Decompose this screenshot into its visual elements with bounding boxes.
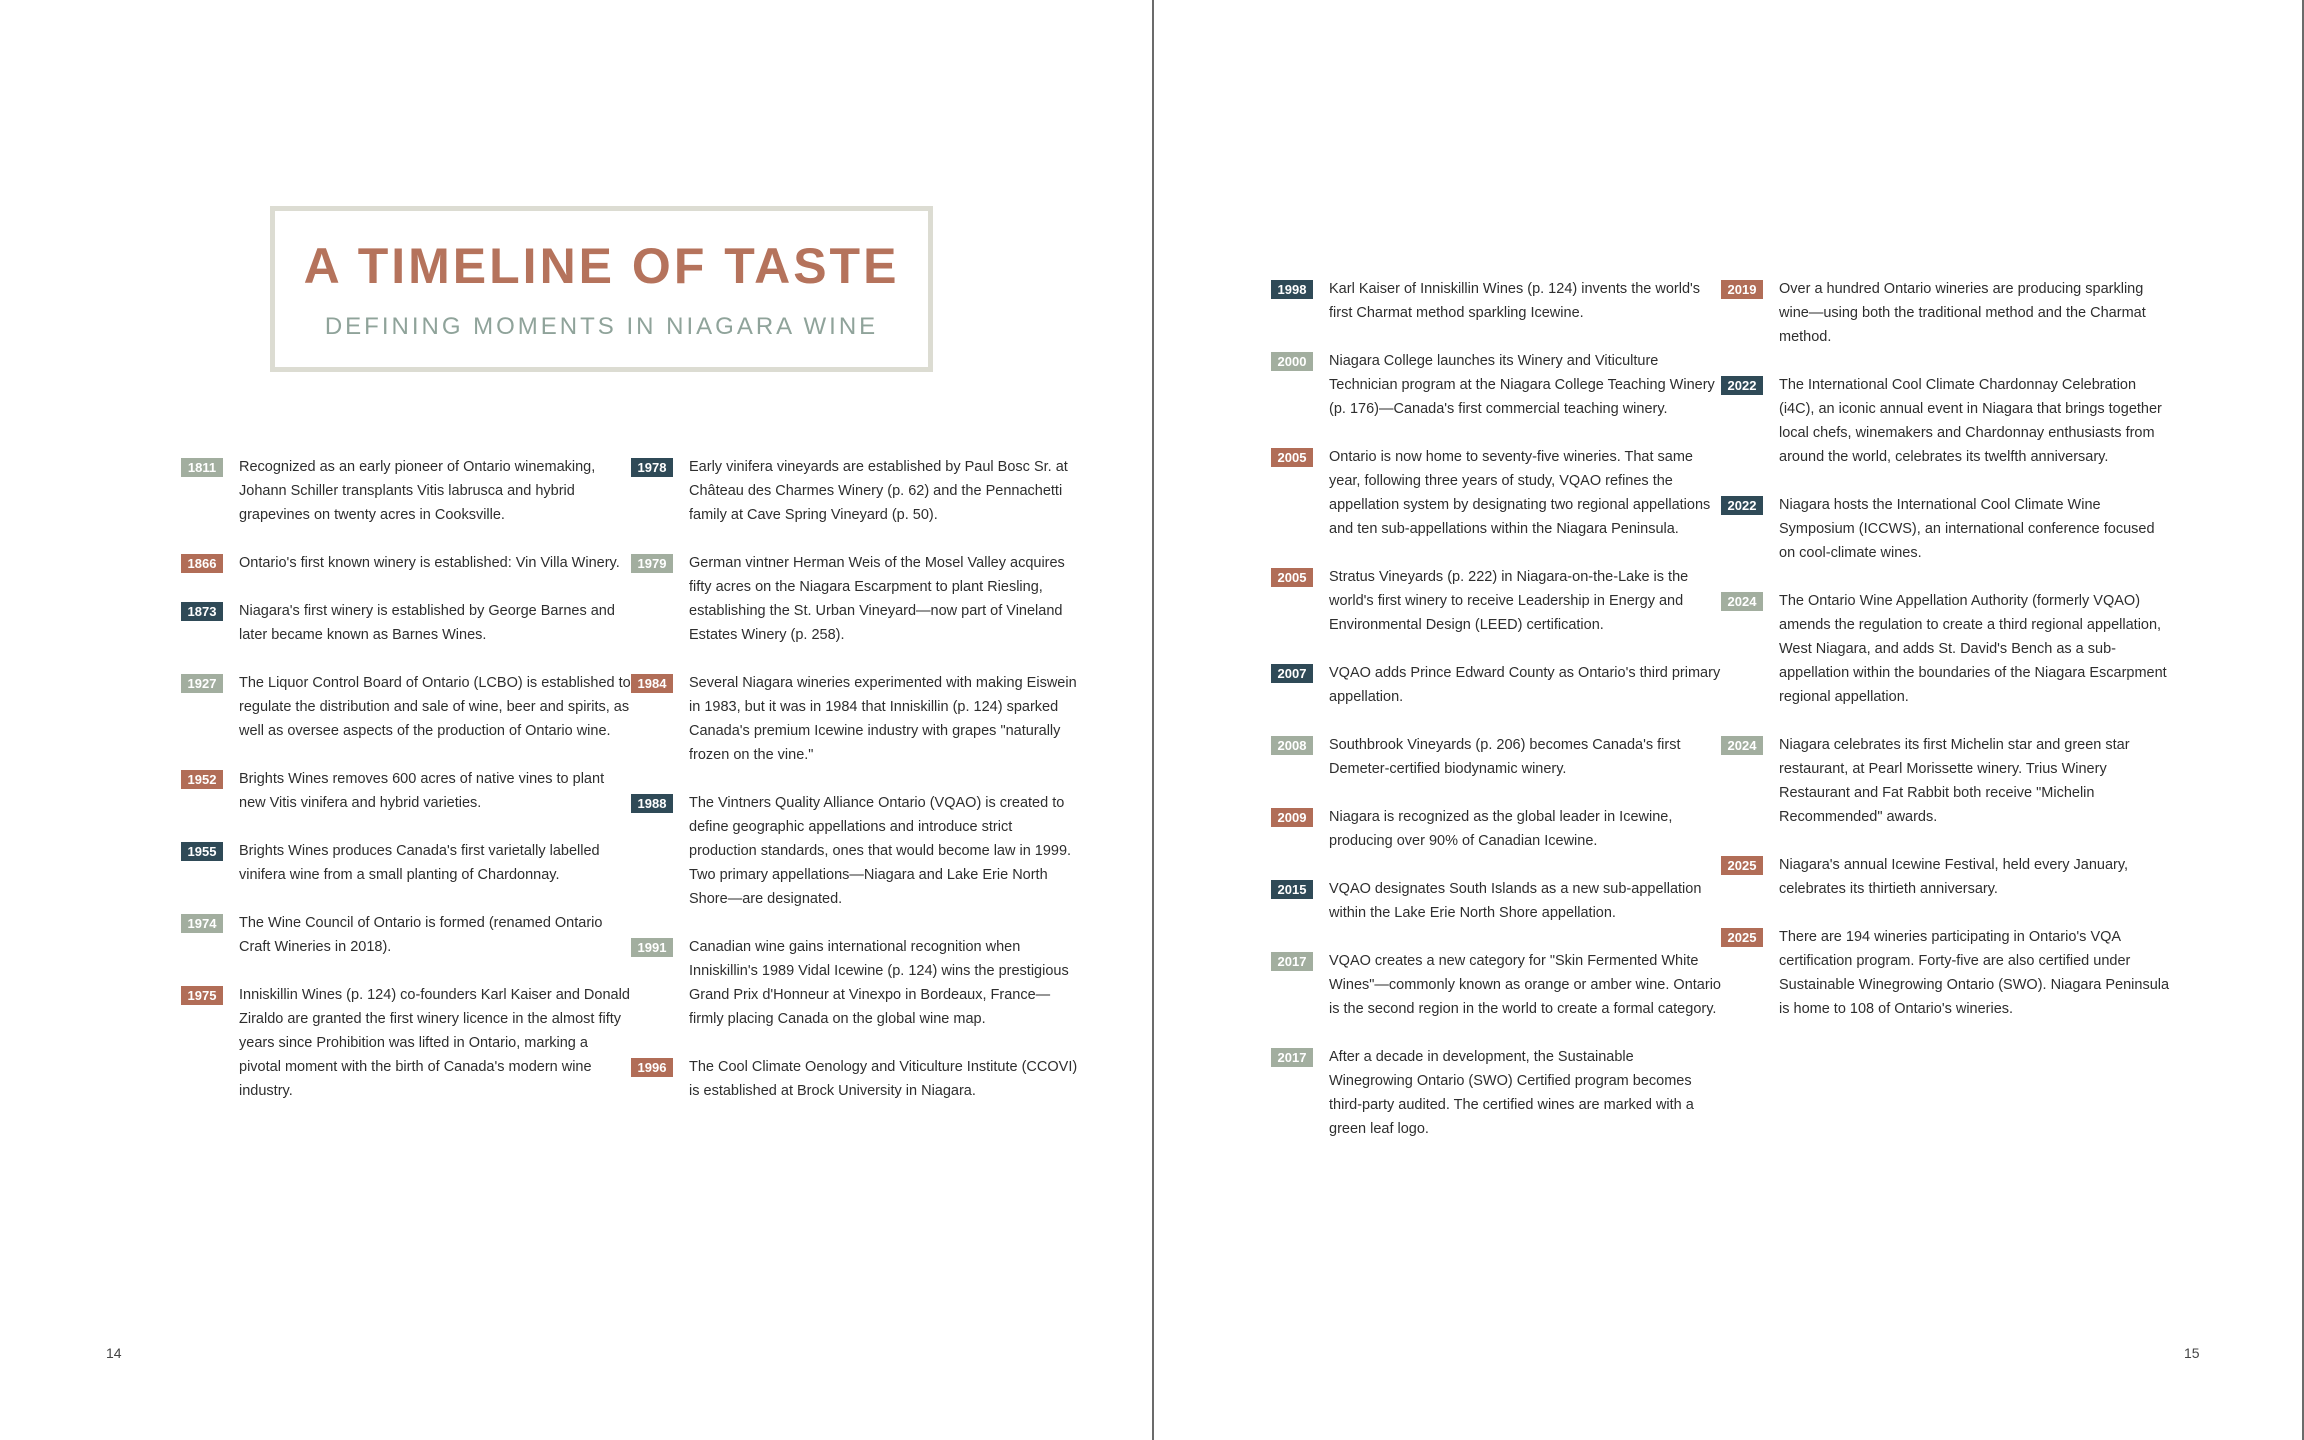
year-badge: 2000 — [1271, 352, 1313, 371]
timeline-entry — [1271, 949, 1721, 1021]
page-title: A TIMELINE OF TASTE — [303, 238, 900, 294]
year-badge: 2019 — [1721, 280, 1763, 299]
timeline-entry — [1721, 589, 2171, 709]
timeline-entry — [1271, 565, 1721, 637]
entry-text: Several Niagara wineries experimented with making Eiswein in 1983, but it was in 1984 that Inniskillin (p. 124) sparked Canada's premium Icewine industry with grapes "naturally frozen on the vine." — [689, 675, 1077, 763]
timeline-entry — [1721, 493, 2171, 565]
entry-text: There are 194 wineries participating in Ontario's VQA certification program. Forty-five are also certified under Sustainable Winegrowing Ontario (SWO). Niagara Peninsula is home to 108 of Ontario's wineries. — [1779, 929, 2170, 1017]
entry-text: Karl Kaiser of Inniskillin Wines (p. 124) invents the world's first Charmat method sparkling Icewine. — [1329, 281, 1701, 321]
timeline-entry — [1721, 277, 2171, 349]
entry-text: Inniskillin Wines (p. 124) co-founders Karl Kaiser and Donald Ziraldo are granted the first winery licence in the almost fifty years since Prohibition was lifted in Ontario, marking a pivotal moment with the birth of Canada's modern wine industry. — [239, 987, 630, 1099]
year-badge: 1974 — [181, 914, 223, 933]
timeline-entry — [1271, 445, 1721, 541]
timeline-entry — [181, 671, 631, 743]
entry-text: Brights Wines produces Canada's first varietally labelled vinifera wine from a small planting of Chardonnay. — [239, 843, 600, 883]
timeline-entry — [1721, 373, 2171, 469]
entry-text: Niagara College launches its Winery and Viticulture Technician program at the Niagara College Teaching Winery (p. 176)—Canada's first commercial teaching winery. — [1329, 353, 1715, 417]
timeline-entry — [1271, 1045, 1721, 1141]
year-badge: 1998 — [1271, 280, 1313, 299]
entry-text: Ontario is now home to seventy-five wineries. That same year, following three years of study, VQAO refines the appellation system by designating two regional appellations and ten sub-appellations within the Niagara Peninsula. — [1329, 449, 1711, 537]
timeline-entry — [1271, 877, 1721, 925]
year-badge: 2022 — [1721, 496, 1763, 515]
timeline-column-1 — [181, 455, 631, 1127]
timeline-entry — [181, 911, 631, 959]
entry-text: VQAO creates a new category for "Skin Fermented White Wines"—commonly known as orange or amber wine. Ontario is the second region in the world to create a formal category. — [1329, 953, 1721, 1017]
year-badge: 1996 — [631, 1058, 673, 1077]
entry-text: VQAO designates South Islands as a new sub-appellation within the Lake Erie North Shore appellation. — [1329, 881, 1702, 921]
year-badge: 1955 — [181, 842, 223, 861]
entry-text: Niagara's first winery is established by George Barnes and later became known as Barnes Wines. — [239, 603, 615, 643]
timeline-entry — [631, 791, 1081, 911]
entry-text: The Wine Council of Ontario is formed (renamed Ontario Craft Wineries in 2018). — [239, 915, 603, 955]
timeline-entry — [1721, 853, 2171, 901]
timeline-entry — [181, 983, 631, 1103]
timeline-entry — [1271, 805, 1721, 853]
spread-divider — [1152, 0, 1154, 1440]
entry-text: Niagara hosts the International Cool Climate Wine Symposium (ICCWS), an international conference focused on cool-climate wines. — [1779, 497, 2155, 561]
page-subtitle: DEFINING MOMENTS IN NIAGARA WINE — [324, 313, 879, 340]
timeline-entry — [1271, 349, 1721, 421]
timeline-entry — [1271, 733, 1721, 781]
year-badge: 1811 — [181, 458, 223, 477]
year-badge: 1873 — [181, 602, 223, 621]
timeline-entry — [1271, 661, 1721, 709]
entry-text: The Ontario Wine Appellation Authority (formerly VQAO) amends the regulation to create a third regional appellation, West Niagara, and adds St. David's Bench as a sub-appellation within the boundaries of the Niagara Escarpment regional appellation. — [1779, 593, 2167, 705]
timeline-column-4 — [1721, 277, 2171, 1045]
entry-text: Southbrook Vineyards (p. 206) becomes Canada's first Demeter-certified biodynamic winery. — [1329, 737, 1681, 777]
entry-text: The International Cool Climate Chardonnay Celebration (i4C), an iconic annual event in Niagara that brings together local chefs, winemakers and Chardonnay enthusiasts from around the world, celebrates its twelfth anniversary. — [1779, 377, 2162, 465]
entry-text: The Vintners Quality Alliance Ontario (VQAO) is created to define geographic appellations and introduce strict production standards, ones that would become law in 1999. Two primary appellations—Niagara and Lake Erie North Shore—are designated. — [689, 795, 1072, 907]
timeline-entry — [1721, 925, 2171, 1021]
year-badge: 1979 — [631, 554, 673, 573]
entry-text: Early vinifera vineyards are established by Paul Bosc Sr. at Château des Charmes Winery (p. 62) and the Pennachetti family at Cave Spring Vineyard (p. 50). — [689, 459, 1068, 523]
year-badge: 2025 — [1721, 856, 1763, 875]
timeline-entry — [1721, 733, 2171, 829]
entry-text: Ontario's first known winery is established: Vin Villa Winery. — [239, 555, 620, 571]
timeline-entry — [631, 1055, 1081, 1103]
year-badge: 2009 — [1271, 808, 1313, 827]
page-number-right: 15 — [2184, 1345, 2200, 1361]
year-badge: 2007 — [1271, 664, 1313, 683]
year-badge: 1978 — [631, 458, 673, 477]
entry-text: Recognized as an early pioneer of Ontario winemaking, Johann Schiller transplants Vitis labrusca and hybrid grapevines on twenty acres in Cooksville. — [239, 459, 596, 523]
year-badge: 1975 — [181, 986, 223, 1005]
year-badge: 1991 — [631, 938, 673, 957]
timeline-entry — [631, 551, 1081, 647]
year-badge: 2008 — [1271, 736, 1313, 755]
timeline-column-2 — [631, 455, 1081, 1127]
year-badge: 1984 — [631, 674, 673, 693]
year-badge: 1927 — [181, 674, 223, 693]
entry-text: After a decade in development, the Sustainable Winegrowing Ontario (SWO) Certified program becomes third-party audited. The certified wines are marked with a green leaf logo. — [1329, 1049, 1694, 1137]
timeline-entry — [181, 551, 631, 575]
year-badge: 1952 — [181, 770, 223, 789]
entry-text: Stratus Vineyards (p. 222) in Niagara-on-the-Lake is the world's first winery to receive Leadership in Energy and Environmental Design (LEED) certification. — [1329, 569, 1689, 633]
timeline-column-3 — [1271, 277, 1721, 1165]
year-badge: 2017 — [1271, 952, 1313, 971]
timeline-entry — [1271, 277, 1721, 325]
year-badge: 2022 — [1721, 376, 1763, 395]
timeline-entry — [631, 455, 1081, 527]
entry-text: Brights Wines removes 600 acres of native vines to plant new Vitis vinifera and hybrid varieties. — [239, 771, 605, 811]
entry-text: The Liquor Control Board of Ontario (LCBO) is established to regulate the distribution and sale of wine, beer and spirits, as well as oversee aspects of the production of Ontario wine. — [239, 675, 631, 739]
year-badge: 1866 — [181, 554, 223, 573]
page-number-left: 14 — [106, 1345, 122, 1361]
year-badge: 2015 — [1271, 880, 1313, 899]
title-box — [270, 206, 933, 372]
timeline-entry — [181, 839, 631, 887]
entry-text: Niagara is recognized as the global leader in Icewine, producing over 90% of Canadian Icewine. — [1329, 809, 1673, 849]
year-badge: 2024 — [1721, 736, 1763, 755]
timeline-entry — [631, 935, 1081, 1031]
year-badge: 1988 — [631, 794, 673, 813]
timeline-entry — [181, 767, 631, 815]
entry-text: Over a hundred Ontario wineries are producing sparkling wine—using both the traditional method and the Charmat method. — [1779, 281, 2146, 345]
entry-text: Niagara celebrates its first Michelin star and green star restaurant, at Pearl Morissette winery. Trius Winery Restaurant and Fat Rabbit both receive "Michelin Recommended" awards. — [1779, 737, 2130, 825]
timeline-entry — [181, 455, 631, 527]
year-badge: 2005 — [1271, 568, 1313, 587]
year-badge: 2025 — [1721, 928, 1763, 947]
entry-text: German vintner Herman Weis of the Mosel Valley acquires fifty acres on the Niagara Escarpment to plant Riesling, establishing the St. Urban Vineyard—now part of Vineland Estates Winery (p. 258). — [689, 555, 1065, 643]
year-badge: 2024 — [1721, 592, 1763, 611]
entry-text: Canadian wine gains international recognition when Inniskillin's 1989 Vidal Icewine (p. 124) wins the prestigious Grand Prix d'Honneur at Vinexpo in Bordeaux, France—firmly placing Canada on the global wine map. — [689, 939, 1069, 1027]
year-badge: 2005 — [1271, 448, 1313, 467]
entry-text: Niagara's annual Icewine Festival, held every January, celebrates its thirtieth anniversary. — [1779, 857, 2129, 897]
timeline-entry — [181, 599, 631, 647]
timeline-entry — [631, 671, 1081, 767]
year-badge: 2017 — [1271, 1048, 1313, 1067]
entry-text: The Cool Climate Oenology and Viticulture Institute (CCOVI) is established at Brock University in Niagara. — [689, 1059, 1078, 1099]
entry-text: VQAO adds Prince Edward County as Ontario's third primary appellation. — [1329, 665, 1721, 705]
